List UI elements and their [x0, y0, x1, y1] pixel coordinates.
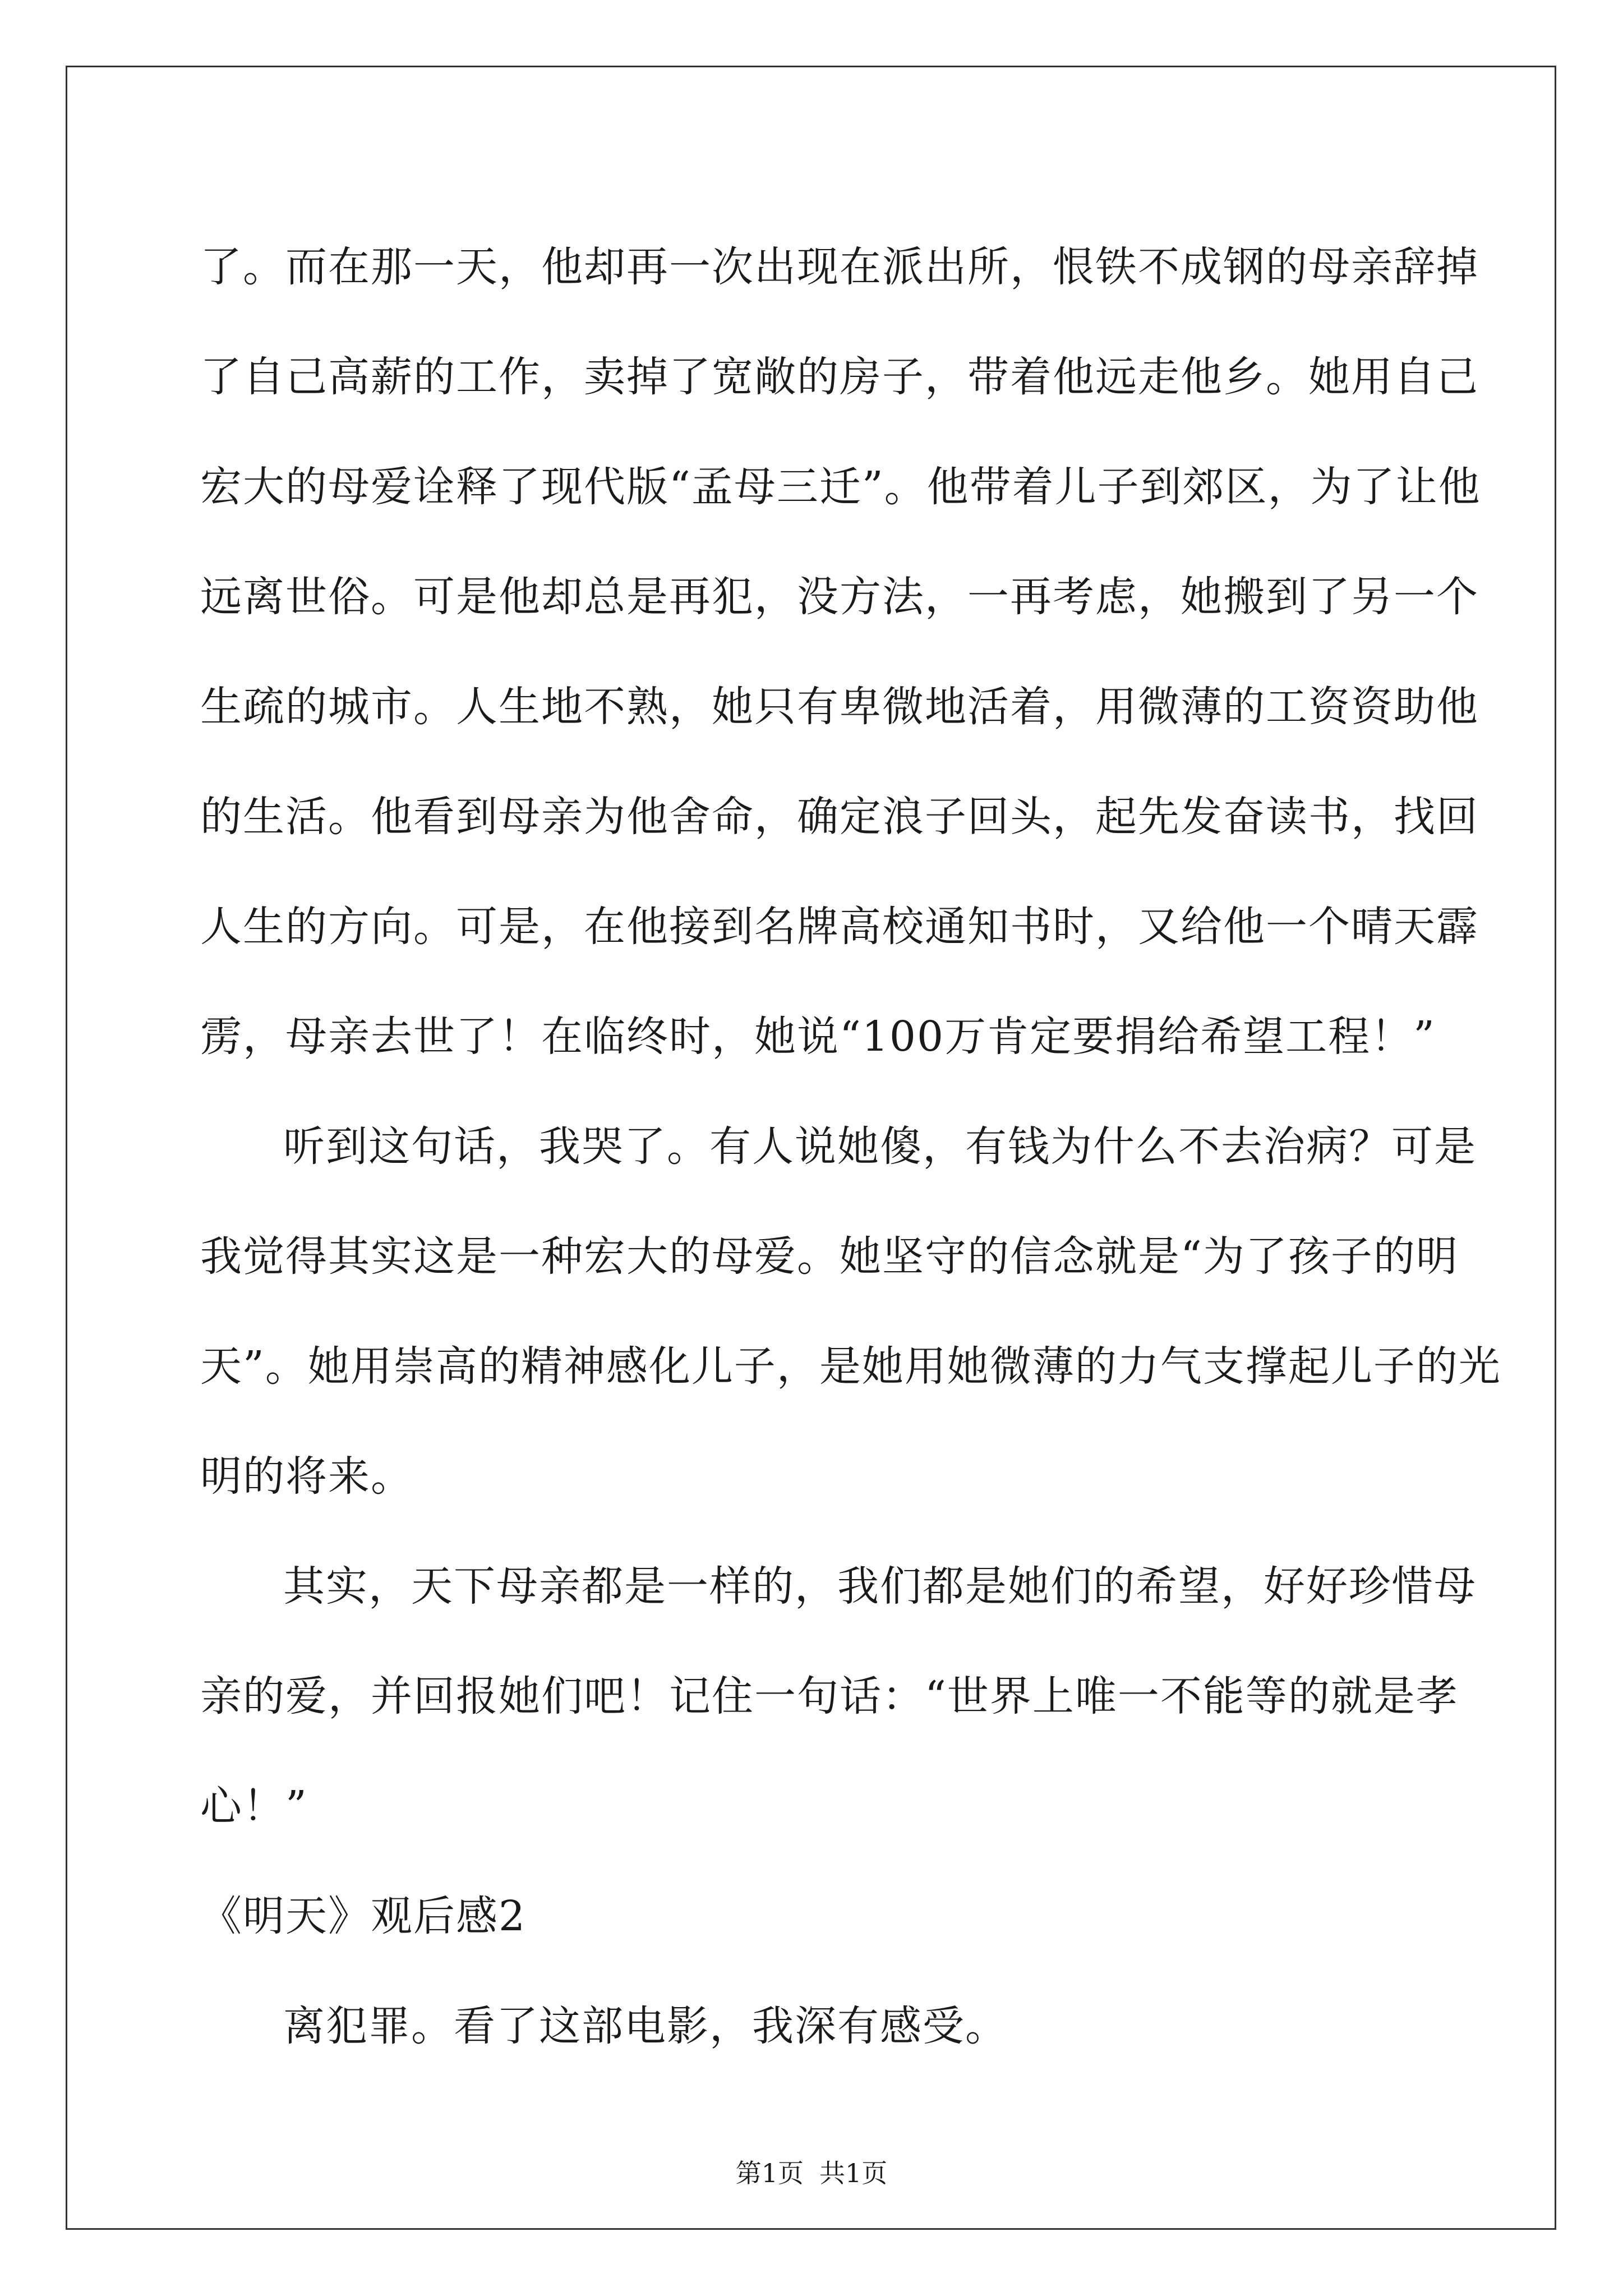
paragraph-2-line-2: 我觉得其实这是一种宏大的母爱。她坚守的信念就是“为了孩子的明	[200, 1232, 1459, 1281]
page-number: 第1页	[735, 2158, 804, 2188]
paragraph-1-line-7: 人生的方向。可是，在他接到名牌高校通知书时，又给他一个晴天霹	[200, 903, 1479, 951]
document-body	[200, 212, 1501, 2081]
paragraph-3-line-2: 亲的爱，并回报她们吧！记住一句话：“世界上唯一不能等的就是孝	[200, 1672, 1459, 1720]
page-footer	[0, 2153, 1623, 2190]
paragraph-1-line-2: 了自己高薪的工作，卖掉了宽敞的房子，带着他远走他乡。她用自己	[200, 353, 1479, 401]
paragraph-1-line-3: 宏大的母爱诠释了现代版“孟母三迁”。他带着儿子到郊区，为了让他	[200, 463, 1481, 511]
paragraph-2-line-3: 天”。她用崇高的精神感化儿子，是她用她微薄的力气支撑起儿子的光	[200, 1342, 1501, 1391]
paragraph-1-line-1: 了。而在那一天，他却再一次出现在派出所，恨铁不成钢的母亲辞掉	[200, 243, 1479, 291]
page-total: 共1页	[819, 2158, 888, 2188]
paragraph-1-line-5: 生疏的城市。人生地不熟，她只有卑微地活着，用微薄的工资资助他	[200, 683, 1479, 731]
paragraph-1-line-4: 远离世俗。可是他却总是再犯，没方法，一再考虑，她搬到了另一个	[200, 573, 1479, 621]
paragraph-3-line-1: 其实，天下母亲都是一样的，我们都是她们的希望，好好珍惜母	[283, 1562, 1477, 1611]
closing-paragraph: 离犯罪。看了这部电影，我深有感受。	[283, 2002, 1008, 2050]
paragraph-1-line-8: 雳，母亲去世了！在临终时，她说“100万肯定要捐给希望工程！”	[200, 1013, 1436, 1061]
paragraph-1-line-6: 的生活。他看到母亲为他舍命，确定浪子回头，起先发奋读书，找回	[200, 793, 1479, 841]
paragraph-3-line-3: 心！”	[200, 1782, 308, 1830]
section-heading: 《明天》观后感2	[200, 1892, 527, 1940]
paragraph-2-line-1: 听到这句话，我哭了。有人说她傻，有钱为什么不去治病？可是	[283, 1122, 1477, 1171]
paragraph-2-line-4: 明的将来。	[200, 1452, 413, 1501]
